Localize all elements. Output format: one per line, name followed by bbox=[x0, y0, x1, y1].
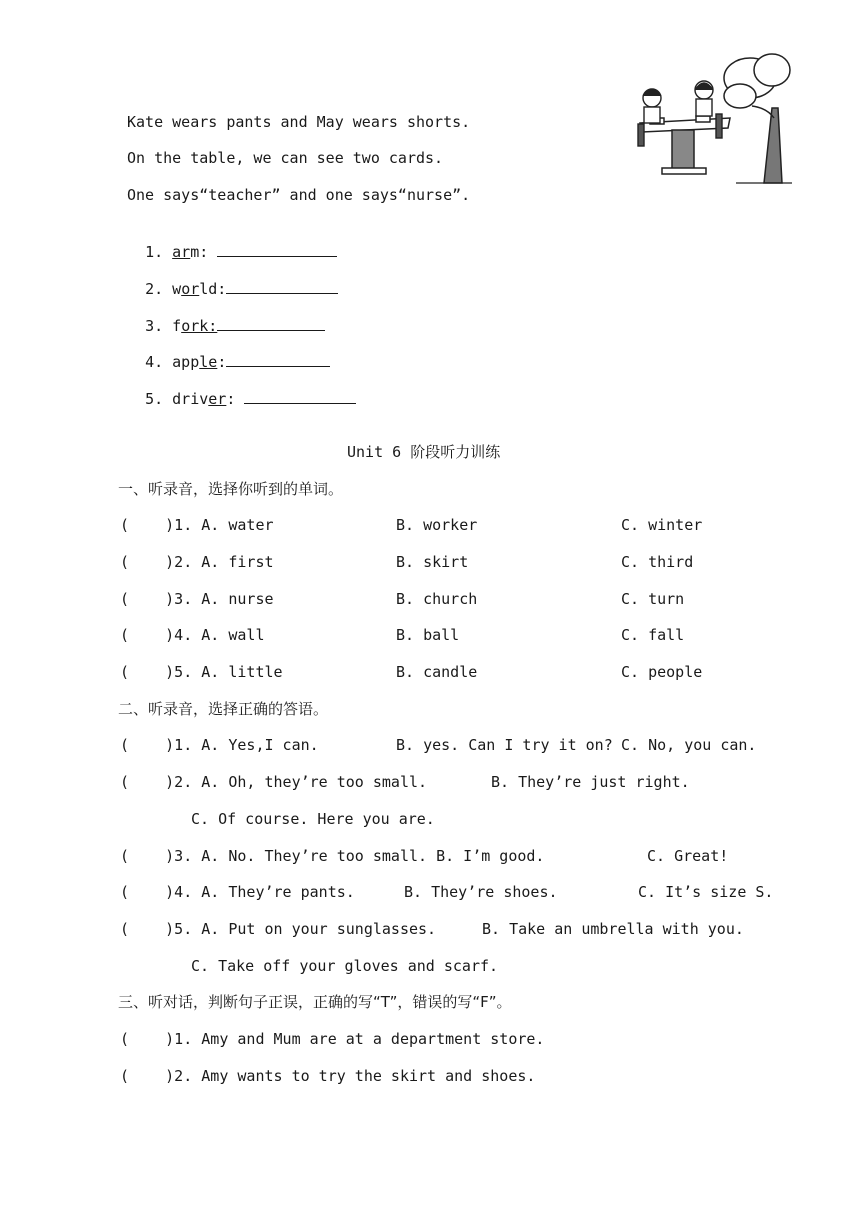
word-part: driv bbox=[172, 390, 209, 408]
intro-line-3: One says“teacher” and one says“nurse”. bbox=[127, 186, 471, 204]
s1-q1-a: ( )1. A. water bbox=[120, 516, 274, 534]
answer-blank[interactable] bbox=[226, 352, 330, 367]
s2-q1-b: B. yes. Can I try it on? bbox=[396, 736, 613, 754]
answer-blank[interactable] bbox=[244, 389, 356, 404]
s2-q4-b: B. They’re shoes. bbox=[404, 883, 558, 901]
answer-blank[interactable] bbox=[217, 316, 325, 331]
word-part: ld: bbox=[199, 280, 227, 298]
s1-q1-b: B. worker bbox=[396, 516, 478, 534]
intro-line-1: Kate wears pants and May wears shorts. bbox=[127, 113, 471, 131]
underlined-letters: ork: bbox=[181, 317, 218, 335]
intro-line-2: On the table, we can see two cards. bbox=[127, 149, 444, 167]
item-number: 1. bbox=[145, 243, 164, 261]
word-part: w bbox=[172, 280, 182, 298]
section2-heading: 二、听录音，选择正确的答语。 bbox=[118, 700, 329, 718]
s1-q1-c: C. winter bbox=[621, 516, 703, 534]
s2-q1-a: ( )1. A. Yes,I can. bbox=[120, 736, 319, 754]
phonics-item-4 bbox=[127, 332, 330, 372]
underlined-letters: er bbox=[208, 390, 227, 408]
s1-q3-c: C. turn bbox=[621, 590, 685, 608]
s1-q2-a: ( )2. A. first bbox=[120, 553, 274, 571]
s1-q3-a: ( )3. A. nurse bbox=[120, 590, 274, 608]
s1-q4-a: ( )4. A. wall bbox=[120, 626, 265, 644]
s2-q2-c: C. Of course. Here you are. bbox=[191, 810, 435, 828]
s1-q4-c: C. fall bbox=[621, 626, 685, 644]
s2-q4-c: C. It’s size S. bbox=[638, 883, 774, 901]
word-part: f bbox=[172, 317, 182, 335]
s2-q5-a: ( )5. A. Put on your sunglasses. bbox=[120, 920, 437, 938]
s1-q2-b: B. skirt bbox=[396, 553, 469, 571]
underlined-letters: ar bbox=[172, 243, 191, 261]
s2-q3-c: C. Great! bbox=[647, 847, 729, 865]
underlined-letters: or bbox=[181, 280, 200, 298]
phonics-item-2 bbox=[127, 259, 338, 299]
s1-q2-c: C. third bbox=[621, 553, 694, 571]
s1-q5-c: C. people bbox=[621, 663, 703, 681]
item-number: 4. bbox=[145, 353, 164, 371]
s2-q3-a: ( )3. A. No. They’re too small. B. I’m good. bbox=[120, 847, 545, 865]
s2-q5-c: C. Take off your gloves and scarf. bbox=[191, 957, 499, 975]
item-number: 5. bbox=[145, 390, 164, 408]
word-part: : bbox=[226, 390, 236, 408]
s2-q4-a: ( )4. A. They’re pants. bbox=[120, 883, 355, 901]
classroom-illustration bbox=[632, 48, 792, 188]
section1-heading: 一、听录音，选择你听到的单词。 bbox=[118, 480, 344, 498]
item-number: 2. bbox=[145, 280, 164, 298]
s2-q2-a: ( )2. A. Oh, they’re too small. bbox=[120, 773, 428, 791]
s1-q3-b: B. church bbox=[396, 590, 478, 608]
answer-blank[interactable] bbox=[217, 242, 337, 257]
answer-blank[interactable] bbox=[226, 279, 338, 294]
phonics-item-5 bbox=[127, 369, 356, 409]
word-part: app bbox=[172, 353, 200, 371]
underlined-letters: le bbox=[199, 353, 218, 371]
word-part: m: bbox=[190, 243, 209, 261]
s1-q5-b: B. candle bbox=[396, 663, 478, 681]
s3-q1: ( )1. Amy and Mum are at a department store. bbox=[120, 1030, 545, 1048]
s1-q4-b: B. ball bbox=[396, 626, 460, 644]
phonics-item-1 bbox=[127, 222, 337, 262]
s1-q5-a: ( )5. A. little bbox=[120, 663, 283, 681]
s2-q2-b: B. They’re just right. bbox=[491, 773, 690, 791]
word-part: : bbox=[217, 353, 227, 371]
phonics-item-3 bbox=[127, 296, 325, 336]
item-number: 3. bbox=[145, 317, 164, 335]
section3-heading: 三、听对话，判断句子正误，正确的写“T”，错误的写“F”。 bbox=[118, 993, 512, 1011]
s3-q2: ( )2. Amy wants to try the skirt and shoes. bbox=[120, 1067, 536, 1085]
unit-title: Unit 6 阶段听力训练 bbox=[347, 443, 501, 461]
s2-q5-b: B. Take an umbrella with you. bbox=[482, 920, 744, 938]
s2-q1-c: C. No, you can. bbox=[621, 736, 757, 754]
